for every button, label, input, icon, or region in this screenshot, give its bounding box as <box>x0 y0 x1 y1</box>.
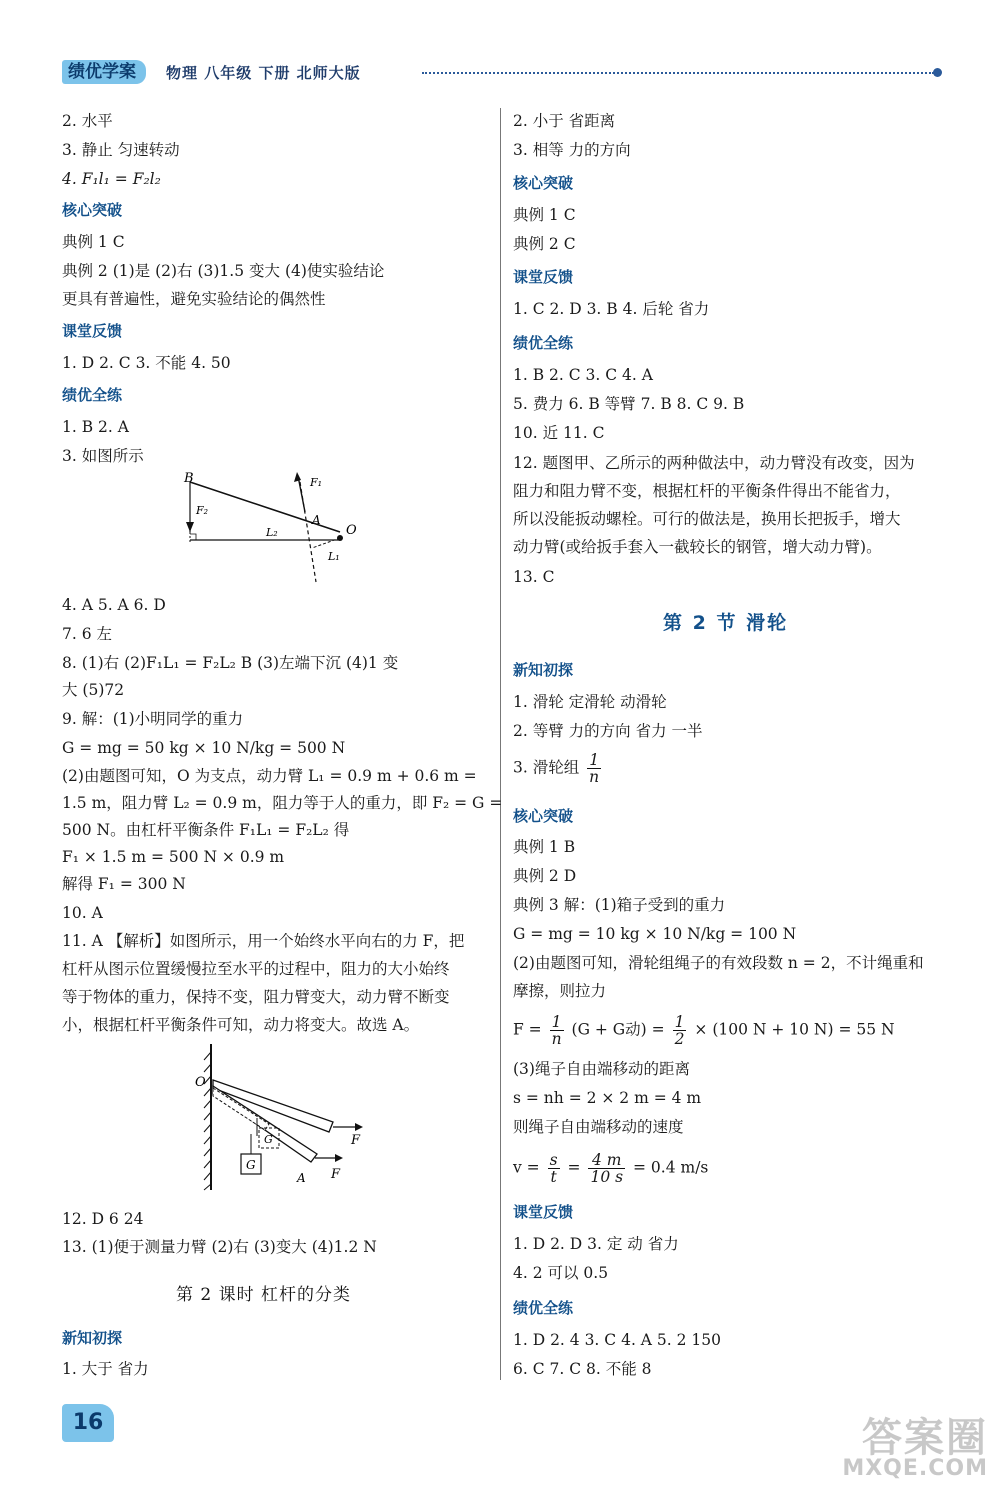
watermark-url: MXQE.COM <box>842 1456 988 1481</box>
answer-line: 3. 相等 力的方向 <box>513 141 631 159</box>
answer-line <box>513 752 604 785</box>
answer-line: 典例 1 C <box>513 206 576 224</box>
denominator: t <box>550 1168 557 1186</box>
answer-text: (G + G动) = <box>571 1020 665 1039</box>
answer-line: 11. A 【解析】如图所示，用一个始终水平向右的力 F，把 <box>62 932 465 950</box>
answer-line: 10. 近 11. C <box>513 424 605 442</box>
answer-line: (3)绳子自由端移动的距离 <box>513 1060 690 1078</box>
section-heading: 核心突破 <box>513 174 574 192</box>
section-heading: 核心突破 <box>62 201 123 219</box>
answer-line: (2)由题图可知，滑轮组绳子的有效段数 n = 2，不计绳重和 <box>513 954 924 972</box>
answer-line: 更具有普遍性，避免实验结论的偶然性 <box>62 290 326 308</box>
answer-line: 3. 如图所示 <box>62 447 144 465</box>
answer-line: 1. 大于 省力 <box>62 1360 149 1378</box>
answer-line: 动力臂(或给扳手套入一截较长的钢管，增大动力臂)。 <box>513 538 882 556</box>
denominator: n <box>589 768 600 786</box>
fraction <box>673 1014 687 1047</box>
answer-text: = <box>567 1158 581 1177</box>
answer-line: 1. D 2. D 3. 定 动 省力 <box>513 1235 679 1253</box>
point-a-label: A <box>297 1171 306 1185</box>
pivot-o-label: O <box>195 1075 206 1090</box>
numerator: 1 <box>674 1013 685 1031</box>
lever-diagram-1 <box>170 470 370 595</box>
answer-line: 9. 解：(1)小明同学的重力 <box>62 710 244 728</box>
numerator: 1 <box>550 1014 564 1031</box>
section-heading: 绩优全练 <box>513 334 574 352</box>
answer-line: 2. 水平 <box>62 112 113 130</box>
answer-line: 4. A 5. A 6. D <box>62 596 166 614</box>
answer-line: 典例 2 D <box>513 867 577 885</box>
answer-line: 大 (5)72 <box>62 681 125 699</box>
numerator: 4 m <box>588 1152 625 1169</box>
answer-line: 杠杆从图示位置缓慢拉至水平的过程中，阻力的大小始终 <box>62 960 450 978</box>
lever-diagram-2 <box>185 1042 385 1192</box>
answer-line: s = nh = 2 × 2 m = 4 m <box>513 1089 702 1107</box>
fraction <box>550 1014 564 1047</box>
answer-line: 4. F₁l₁ = F₂l₂ <box>62 170 161 188</box>
answer-line: 小，根据杠杆平衡条件可知，动力将变大。故选 A。 <box>62 1016 420 1034</box>
answer-line: 1. D 2. 4 3. C 4. A 5. 2 150 <box>513 1331 722 1349</box>
answer-line: 500 N。由杠杆平衡条件 F₁L₁ = F₂L₂ 得 <box>62 821 350 839</box>
answer-line: 所以没能扳动螺栓。可行的做法是，换用长把扳手，增大 <box>513 510 901 528</box>
force-f1-label: F₁ <box>310 476 323 489</box>
answer-line: 等于物体的重力，保持不变，阻力臂变大，动力臂不断变 <box>62 988 450 1006</box>
answer-line: 1. B 2. C 3. C 4. A <box>513 366 653 384</box>
answer-line: 典例 3 解：(1)箱子受到的重力 <box>513 896 726 914</box>
answer-line: 1. 滑轮 定滑轮 动滑轮 <box>513 693 667 711</box>
answer-text: = 0.4 m/s <box>633 1158 709 1177</box>
section-heading: 绩优全练 <box>513 1299 574 1317</box>
answer-line: G = mg = 50 kg × 10 N/kg = 500 N <box>62 739 346 757</box>
weight-g-label: G <box>246 1158 256 1172</box>
answer-line: 摩擦，则拉力 <box>513 982 607 1000</box>
point-a-label: A <box>312 513 321 527</box>
watermark-logo-text: 答案圈 <box>862 1415 988 1461</box>
answer-line: 7. 6 左 <box>62 625 113 643</box>
answer-line: 典例 1 C <box>62 233 125 251</box>
answer-line: 1. C 2. D 3. B 4. 后轮 省力 <box>513 300 710 318</box>
column-divider <box>500 108 501 1380</box>
arm-l1-label: L₁ <box>328 550 340 563</box>
answer-line: 6. C 7. C 8. 不能 8 <box>513 1360 652 1378</box>
point-b-label: B <box>184 471 194 486</box>
section-title: 第 2 节 滑轮 <box>663 612 789 634</box>
answer-line: G = mg = 10 kg × 10 N/kg = 100 N <box>513 925 797 943</box>
section-heading: 新知初探 <box>513 661 574 679</box>
force-f-label-bottom: F <box>331 1167 341 1182</box>
numerator: s <box>549 1151 558 1169</box>
denominator: n <box>551 1030 562 1048</box>
denominator: 10 s <box>590 1168 624 1186</box>
answer-text: v = <box>513 1158 540 1177</box>
answer-line: 12. 题图甲、乙所示的两种做法中，动力臂没有改变，因为 <box>513 454 915 472</box>
arm-l2-label: L₂ <box>266 526 278 539</box>
answer-line: 典例 2 (1)是 (2)右 (3)1.5 变大 (4)使实验结论 <box>62 262 385 280</box>
answer-line: 则绳子自由端移动的速度 <box>513 1118 684 1136</box>
answer-line: 12. D 6 24 <box>62 1210 144 1228</box>
section-heading: 新知初探 <box>62 1329 123 1347</box>
answer-line: (2)由题图可知，O 为支点，动力臂 L₁ = 0.9 m + 0.6 m = <box>62 767 477 785</box>
answer-line: 阻力和阻力臂不变，根据杠杆的平衡条件得出不能省力， <box>513 482 901 500</box>
page-header <box>62 58 942 88</box>
section-heading: 课堂反馈 <box>513 268 574 286</box>
answer-line: 2. 小于 省距离 <box>513 112 616 130</box>
book-info: 物理 八年级 下册 北师大版 <box>166 64 361 82</box>
fraction <box>588 1152 625 1185</box>
answer-line: 5. 费力 6. B 等臂 7. B 8. C 9. B <box>513 395 745 413</box>
page-number: 16 <box>62 1404 114 1442</box>
weight-g-dashed-label: G <box>264 1133 273 1146</box>
lesson-subtitle: 第 2 课时 杠杆的分类 <box>176 1285 352 1305</box>
series-badge: 绩优学案 <box>62 60 146 84</box>
denominator: 2 <box>674 1030 685 1048</box>
answer-line <box>513 1014 895 1047</box>
answer-line: 8. (1)右 (2)F₁L₁ = F₂L₂ B (3)左端下沉 (4)1 变 <box>62 654 399 672</box>
header-dot <box>933 68 942 77</box>
section-heading: 课堂反馈 <box>62 322 123 340</box>
section-heading: 绩优全练 <box>62 386 123 404</box>
answer-line <box>513 1152 708 1185</box>
answer-line: 1. D 2. C 3. 不能 4. 50 <box>62 354 231 372</box>
site-watermark <box>842 1415 988 1481</box>
section-heading: 课堂反馈 <box>513 1203 574 1221</box>
answer-line: 1. B 2. A <box>62 418 129 436</box>
fraction <box>548 1152 560 1185</box>
answer-line: 典例 2 C <box>513 235 576 253</box>
force-f2-label: F₂ <box>196 504 209 517</box>
answer-text: × (100 N + 10 N) = 55 N <box>694 1020 895 1039</box>
section-heading: 核心突破 <box>513 807 574 825</box>
answer-line: 10. A <box>62 904 103 922</box>
answer-text: F = <box>513 1020 542 1039</box>
answer-line: 2. 等臂 力的方向 省力 一半 <box>513 722 703 740</box>
answer-text: 3. 滑轮组 <box>513 758 580 777</box>
numerator: 1 <box>587 752 601 769</box>
answer-line: 典例 1 B <box>513 838 576 856</box>
answer-line: 3. 静止 匀速转动 <box>62 141 180 159</box>
force-f-label-top: F <box>351 1133 361 1148</box>
answer-line: F₁ × 1.5 m = 500 N × 0.9 m <box>62 848 285 866</box>
answer-line: 13. C <box>513 568 555 586</box>
header-dotted-rule <box>422 72 934 74</box>
answer-line: 1.5 m，阻力臂 L₂ = 0.9 m，阻力等于人的重力，即 F₂ = G = <box>62 794 503 812</box>
answer-line: 解得 F₁ = 300 N <box>62 875 186 893</box>
pivot-o-label: O <box>346 523 357 538</box>
answer-line: 13. (1)便于测量力臂 (2)右 (3)变大 (4)1.2 N <box>62 1238 377 1256</box>
answer-line: 4. 2 可以 0.5 <box>513 1264 609 1282</box>
fraction <box>587 752 601 785</box>
